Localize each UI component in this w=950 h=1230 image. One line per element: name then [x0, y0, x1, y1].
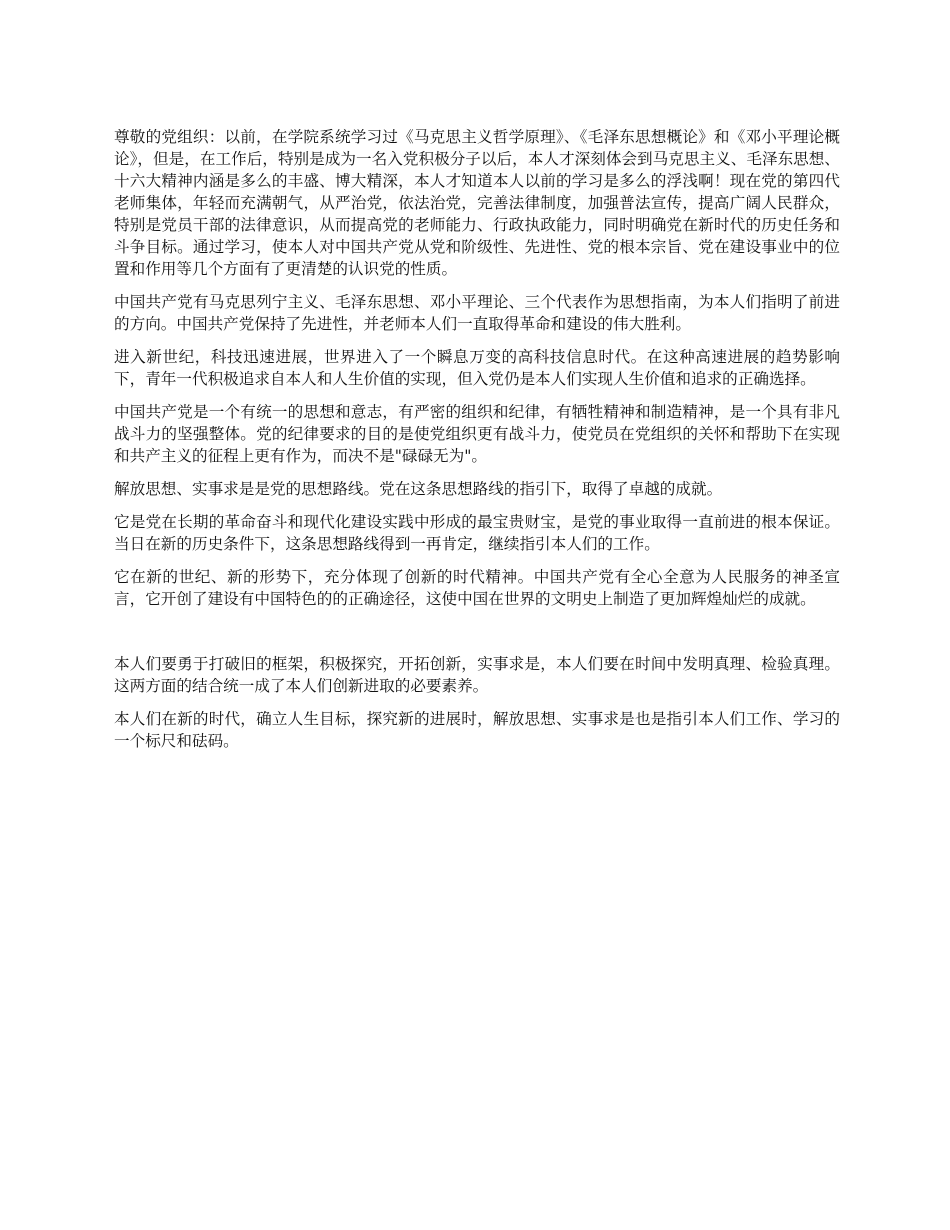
paragraph-7: 它在新的世纪、新的形势下，充分体现了创新的时代精神。中国共产党有全心全意为人民服务的神圣宣言，它开创了建设有中国特色的的正确途径，这使中国在世界的文明史上制造了更加辉煌灿烂的成就。 [114, 568, 840, 608]
paragraph-1: 尊敬的党组织：以前，在学院系统学习过《马克思主义哲学原理》、《毛泽东思想概论》和《邓小平理论概论》，但是，在工作后，特别是成为一名入党积极分子以后，本人才深刻体会到马克思主义、毛泽东思想、十六大精神内涵是多么的丰盛、博大精深，本人才知道本人以前的学习是多么的浮浅啊！现在党的第四代老师集体，年轻而充满朝气，从严治党，依法治党，完善法律制度，加强普法宣传，提高广阔人民群众，特别是党员干部的法律意识，从而提高党的老师能力、行政执政能力，同时明确党在新时代的历史任务和斗争目标。通过学习，使本人对中国共产党从党和阶级性、先进性、党的根本宗旨、党在建设事业中的位置和作用等几个方面有了更清楚的认识党的性质。 [114, 128, 840, 278]
paragraph-gap [114, 621, 840, 653]
paragraph-4: 中国共产党是一个有统一的思想和意志，有严密的组织和纪律，有牺牲精神和制造精神，是一个具有非凡战斗力的坚强整体。党的纪律要求的目的是使党组织更有战斗力，使党员在党组织的关怀和帮助下在实现和共产主义的征程上更有作为，而决不是"碌碌无为"。 [114, 403, 840, 465]
document-body [114, 126, 840, 763]
paragraph-2: 中国共产党有马克思列宁主义、毛泽东思想、邓小平理论、三个代表作为思想指南，为本人们指明了前进的方向。中国共产党保持了先进性，并老师本人们一直取得革命和建设的伟大胜利。 [114, 293, 840, 333]
paragraph-8: 本人们要勇于打破旧的框架，积极探究，开拓创新，实事求是，本人们要在时间中发明真理、检验真理。这两方面的结合统一成了本人们创新进取的必要素养。 [114, 655, 840, 695]
paragraph-9: 本人们在新的时代，确立人生目标，探究新的进展时，解放思想、实事求是也是指引本人们工作、学习的一个标尺和砝码。 [114, 710, 840, 750]
paragraph-5: 解放思想、实事求是是党的思想路线。党在这条思想路线的指引下，取得了卓越的成就。 [114, 480, 723, 498]
paragraph-6: 它是党在长期的革命奋斗和现代化建设实践中形成的最宝贵财宝，是党的事业取得一直前进的根本保证。当日在新的历史条件下，这条思想路线得到一再肯定，继续指引本人们的工作。 [114, 513, 840, 553]
paragraph-3: 进入新世纪，科技迅速进展，世界进入了一个瞬息万变的高科技信息时代。在这种高速进展的趋势影响下，青年一代积极追求自本人和人生价值的实现，但入党仍是本人们实现人生价值和追求的正确选择。 [114, 348, 840, 388]
